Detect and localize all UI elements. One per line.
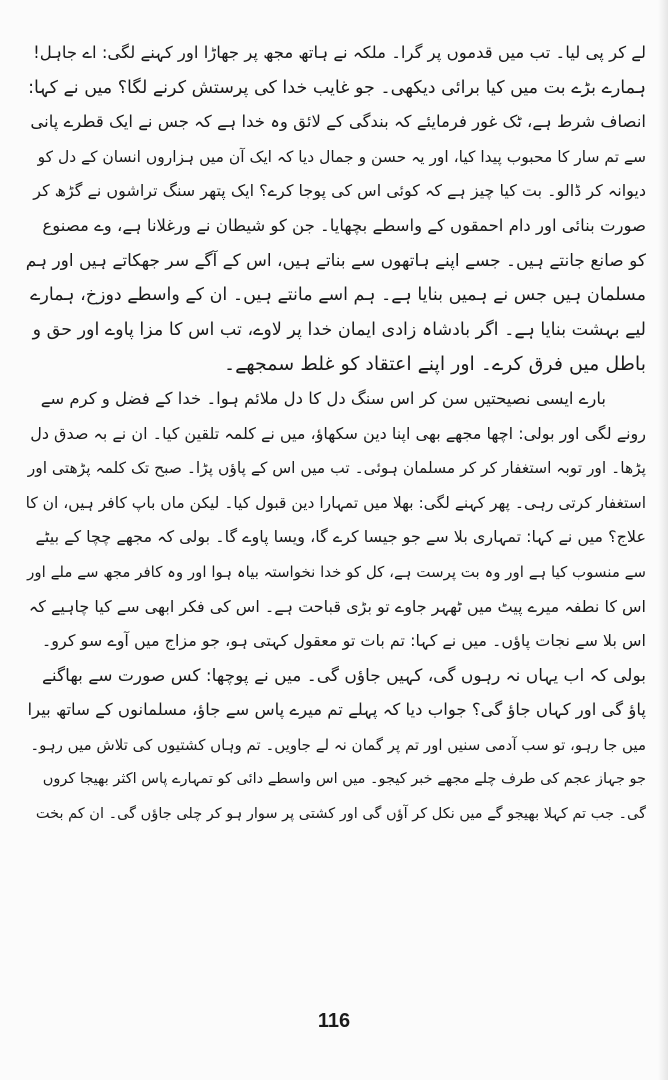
text-line: کو صانع جانتے ہیں۔ جسے اپنے ہاتھوں سے بناتے ہیں، اس کے آگے سر جھکاتے ہیں اور ہم	[26, 250, 646, 271]
text-line: پاؤ گی اور کہاں جاؤ گی؟ جواب دیا کہ پہلے تم میرے پاس سے جاؤ، مسلمانوں کے ساتھ بیرا	[27, 700, 646, 720]
page-number: 116	[317, 1010, 351, 1032]
text-line: پڑھا۔ اور توبہ استغفار کر کر مسلمان ہوئی۔ تب میں اس کے پاؤں پڑا۔ صبح تک کلمہ پڑھتی اور	[27, 459, 646, 478]
text-line: صورت بنائی اور دام احمقوں کے واسطے بچھایا۔ جن کو شیطان نے ورغلانا ہے، وے مصنوع	[42, 215, 646, 235]
body-text	[26, 36, 646, 832]
text-line: استغفار کرتی رہی۔ پھر کہنے لگی: بھلا میں تمہارا دین قبول کیا۔ لیکن ماں باپ کافر ہیں، ان کا	[26, 493, 646, 512]
text-line: سے منسوب کیا ہے اور وہ بت پرست ہے، کل کو خدا نخواستہ بیاہ ہوا اور وہ کافر مجھ سے ملے اور	[27, 562, 646, 581]
text-line: انصاف شرط ہے، ٹک غور فرمایئے کہ بندگی کے لائق وہ خدا ہے کہ جس نے ایک قطرے پانی	[30, 112, 646, 132]
text-line: باطل میں فرق کرے۔ اور اپنے اعتقاد کو غلط سمجھے۔	[223, 353, 646, 376]
text-line: مسلمان ہیں جس نے ہمیں بنایا ہے۔ ہم اسے مانتے ہیں۔ ان کے واسطے دوزخ، ہمارے	[30, 285, 646, 306]
text-line: علاج؟ میں نے کہا: تمہاری بلا سے جو جیسا کرے گا، ویسا پاوے گا۔ بولی کہ مجھے چچا کے بیٹے	[35, 527, 646, 547]
text-line: لیے بہشت بنایا ہے۔ اگر بادشاہ زادی ایمان خدا پر لاوے، تب اس کا مزا پاوے اور حق و	[32, 319, 646, 340]
text-line: رونے لگی اور بولی: اچھا مجھے بھی اپنا دین سکھاؤ، میں نے کلمہ تلقین کیا۔ ان نے بہ صدق دل	[30, 423, 646, 443]
text-line: بولی کہ اب یہاں نہ رہوں گی، کہیں جاؤں گی۔ میں نے پوچھا: کس صورت سے بھاگنے	[41, 665, 646, 686]
text-line: گی۔ جب تم کہلا بھیجو گے میں نکل کر آؤں گی اور کشتی پر سوار ہو کر چلی جاؤں گی۔ ان کم بخت	[35, 806, 646, 823]
text-line: میں جا رہو، تو سب آدمی سنیں اور تم پر گمان نہ لے جاویں۔ تم وہاں کشتیوں کی تلاش میں رہو۔	[30, 735, 646, 754]
text-line: سے تم سار کا محبوب پیدا کیا، اور یہ حسن و جمال دیا کہ ایک آن میں ہزاروں انسان کے دل کو	[37, 147, 646, 166]
text-line: جو جہاز عجم کی طرف چلے مجھے خبر کیجو۔ میں اس واسطے دائی کو تمہارے پاس اکثر بھیجا کروں	[42, 771, 646, 788]
text-line: اس بلا سے نجات پاؤں۔ میں نے کہا: تم بات تو معقول کہتی ہو، جو مزاج میں آوے سو کرو۔	[41, 631, 646, 651]
text-line: دیوانہ کر ڈالو۔ بت کیا چیز ہے کہ کوئی اس کی پوجا کرے؟ ایک پتھر سنگ تراشوں نے گڑھ کر	[33, 181, 646, 201]
text-line-paragraph-start: بارے ایسی نصیحتیں سن کر اس سنگ دل کا دل ملائم ہوا۔ خدا کے فضل و کرم سے	[40, 388, 606, 408]
scan-edge-shadow	[658, 0, 668, 1080]
text-line: اس کا نطفہ میرے پیٹ میں ٹھہر جاوے تو بڑی قباحت ہے۔ اس کی فکر ابھی سے کیا چاہیے کہ	[28, 596, 646, 616]
text-line: ہمارے بڑے بت میں کیا برائی دیکھی۔ جو غایب خدا کی پرستش کرنے لگا؟ میں نے کہا:	[28, 77, 646, 98]
text-line: لے کر پی لیا۔ تب میں قدموں پر گرا۔ ملکہ نے ہاتھ مجھ پر جھاڑا اور کہنے لگی: اے جاہل!	[33, 43, 646, 62]
